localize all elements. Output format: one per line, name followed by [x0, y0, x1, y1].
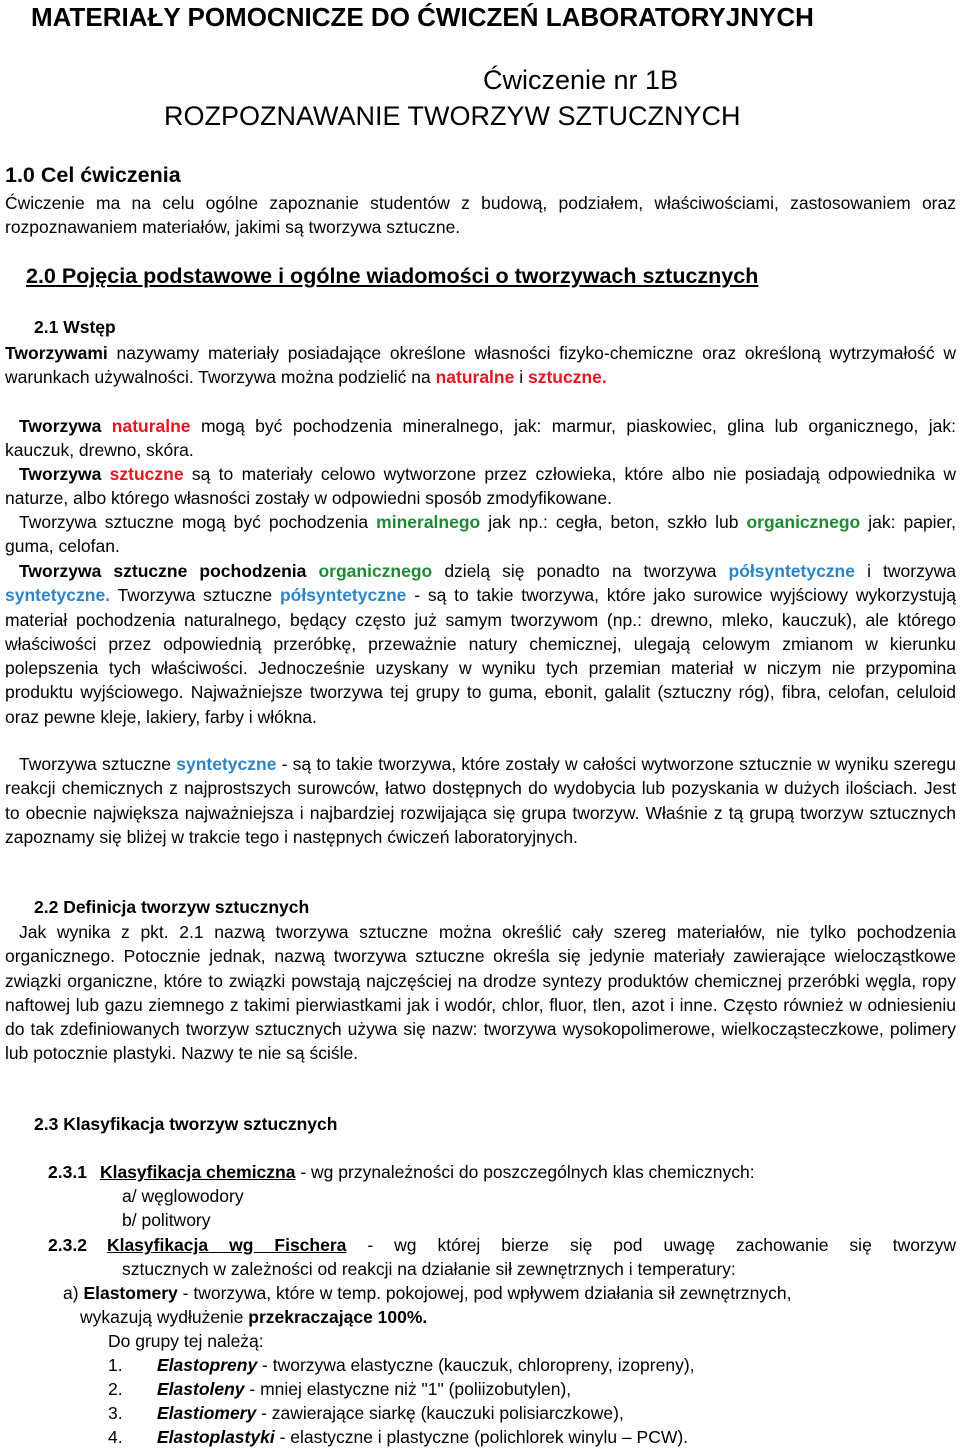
- exercise-number: Ćwiczenie nr 1B: [483, 65, 679, 95]
- paragraph-organic-division: Tworzywa sztuczne pochodzenia organicznego dzielą się ponadto na tworzywa półsyntetyczne i tworzywa syntetyczne. Tworzywa sztuczne półsyntetyczne - są to takie tworzywa, które jako surowice wyjściowy wykorzystują materiał pochodzenia naturalnego, będący często już samym tworzywom (np.: drewno, mleko, kauczuk), ale którego właściwości przez odpowiednią przeróbkę, przeważnie natury chemicznej, ulegają celowym zmianom w kierunku polepszenia tych właściwości. Jednocześnie uzyskany w wyniku tych przemian materiał w niczym nie przypomina produktu wyjściowego. Najważniejsze tworzywa tej grupy to guma, ebonit, galalit (sztuczny róg), fibra, celofan, celuloid oraz pewne kleje, lakiery, farby i włókna.: [5, 561, 957, 727]
- document-title: MATERIAŁY POMOCNICZE DO ĆWICZEŃ LABORATORYJNYCH: [31, 2, 814, 32]
- paragraph-origin: Tworzywa sztuczne mogą być pochodzenia mineralnego jak np.: cegła, beton, szkło lub organicznego jak: papier, guma, celofan.: [5, 512, 957, 557]
- section-2-3-2-continuation: sztucznych w zależności od reakcji na działanie sił zewnętrznych i temperatury:: [122, 1259, 736, 1279]
- list-item: 3. Elastiomery - zawierające siarkę (kauczuki polisiarczkowe),: [108, 1403, 624, 1423]
- list-item: a/ węglowodory: [122, 1186, 244, 1206]
- section-2-heading: 2.0 Pojęcia podstawowe i ogólne wiadomości o tworzywach sztucznych: [26, 264, 759, 288]
- list-item: 1. Elastopreny - tworzywa elastyczne (kauczuk, chloropreny, izopreny),: [108, 1355, 695, 1375]
- list-item: 2. Elastoleny - mniej elastyczne niż "1" (poliizobutylen),: [108, 1379, 572, 1399]
- group-intro: Do grupy tej należą:: [108, 1331, 264, 1351]
- section-2-3-1: 2.3.1 Klasyfikacja chemiczna - wg przynależności do poszczególnych klas chemicznych:: [48, 1162, 755, 1182]
- paragraph-tworzywa-definition: Tworzywami nazywamy materiały posiadające określone własności fizyko-chemiczne oraz określoną wytrzymałość w warunkach używalności. Tworzywa można podzielić na naturalne i sztuczne.: [5, 343, 956, 388]
- list-item: b/ politwory: [122, 1210, 211, 1230]
- section-2-3-2: 2.3.2 Klasyfikacja wg Fischera - wg której bierze się pod uwagę zachowanie się tworzyw: [48, 1235, 956, 1255]
- paragraph-syntetyczne: Tworzywa sztuczne syntetyczne - są to takie tworzywa, które zostały w całości wytworzone sztucznie w wyniku szeregu reakcji chemicznych z najprostszych surowców, łatwo dostępnych do wydobycia lub pozyskania w dużych ilościach. Jest to obecnie największa najważniejsza i najbardziej rozwijająca się grupa tworzyw. Właśnie z tą grupą tworzyw sztucznych zapoznamy się bliżej w trakcie tego i następnych ćwiczeń laboratoryjnych.: [5, 754, 957, 847]
- section-2-3-heading: 2.3 Klasyfikacja tworzyw sztucznych: [34, 1114, 338, 1134]
- section-1-heading: 1.0 Cel ćwiczenia: [5, 163, 181, 187]
- section-2-2-heading: 2.2 Definicja tworzyw sztucznych: [34, 897, 310, 917]
- paragraph-synthetic: Tworzywa sztuczne są to materiały celowo wytworzone przez człowieka, które albo nie posiadają odpowiednika w naturze, albo którego własności zostały w odpowiedni sposób zmodyfikowane.: [5, 464, 957, 509]
- paragraph-natural: Tworzywa naturalne mogą być pochodzenia mineralnego, jak: marmur, piaskowiec, glina lub organicznego, jak: kauczuk, drewno, skóra.: [5, 416, 956, 461]
- section-2-2-text: Jak wynika z pkt. 2.1 nazwą tworzywa sztuczne można określić cały szereg materiałów, nie tylko pochodzenia organicznego. Potocznie jednak, nazwą tworzywa sztuczne określa się jedynie materiały zawierające wielocząstkowe związki organiczne, które to związki powstają najczęściej na drodze syntezy produktów chemicznej przeróbki węgla, ropy naftowej lub gazu ziemnego z takimi pierwiastkami jak i wodór, chlor, fluor, tlen, azot i inne. Często również w odniesieniu do tak zdefiniowanych tworzyw sztucznych używa się nazw: tworzywa wysokopolimerowe, wielkocząsteczkowe, polimery lub potocznie plastyki. Nazwy te nie są ściśle.: [5, 922, 956, 1064]
- section-2-1-heading: 2.1 Wstęp: [34, 317, 116, 337]
- section-1-text: Ćwiczenie ma na celu ogólne zapoznanie studentów z budową, podziałem, właściwościami, zastosowaniem oraz rozpoznawaniem materiałów, jakimi są tworzywa sztuczne.: [5, 193, 956, 238]
- elastomery-definition: a) Elastomery - tworzywa, które w temp. pokojowej, pod wpływem działania sił zewnętrznych,: [63, 1283, 792, 1303]
- list-item: 4. Elastoplastyki - elastyczne i plastyczne (polichlorek winylu – PCW).: [108, 1427, 689, 1447]
- exercise-topic: ROZPOZNAWANIE TWORZYW SZTUCZNYCH: [164, 101, 741, 131]
- elastomery-definition-continuation: wykazują wydłużenie przekraczające 100%.: [80, 1307, 428, 1327]
